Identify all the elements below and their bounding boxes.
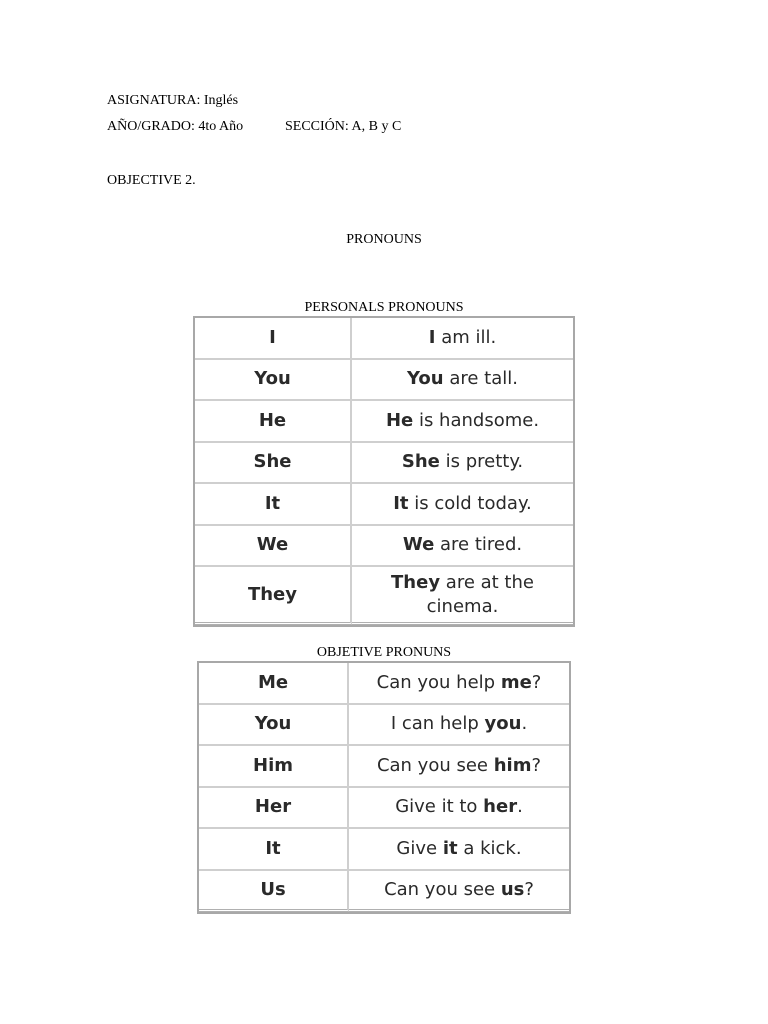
- example-pre: Can you see: [384, 878, 501, 900]
- pronoun-cell: It: [195, 484, 352, 526]
- example-cell: [349, 705, 569, 747]
- example-bold: She: [401, 451, 440, 473]
- example-post: is handsome.: [413, 409, 540, 431]
- example-cell: [352, 567, 573, 625]
- personal-pronouns-table: [193, 316, 575, 627]
- example-bold: We: [402, 534, 435, 556]
- example-bold: They: [391, 571, 441, 593]
- table-row: [195, 401, 573, 443]
- table-row: [195, 443, 573, 485]
- example-bold: her: [483, 796, 518, 818]
- example-cell: [352, 443, 573, 485]
- pronoun-cell: Us: [199, 871, 349, 913]
- ano-grado-line: AÑO/GRADO: 4to Año: [107, 119, 244, 134]
- example-cell: [352, 484, 573, 526]
- table-row: [199, 829, 569, 871]
- table-row: [195, 526, 573, 568]
- example-post: are at the cinema.: [426, 571, 534, 617]
- pronoun-cell: Me: [199, 663, 349, 705]
- objective-pronouns-table: [197, 661, 571, 914]
- example-cell: [352, 401, 573, 443]
- example-bold: He: [385, 409, 414, 431]
- example-cell: [352, 318, 573, 360]
- pronoun-cell: He: [195, 401, 352, 443]
- example-post: a kick.: [457, 837, 522, 859]
- example-bold: me: [500, 671, 532, 693]
- example-pre: Give it to: [395, 796, 484, 818]
- table-row: [199, 746, 569, 788]
- example-cell: [349, 663, 569, 705]
- table-row: [195, 567, 573, 625]
- table-row: [199, 705, 569, 747]
- pronoun-cell: It: [199, 829, 349, 871]
- example-pre: Can you see: [376, 754, 494, 776]
- example-cell: [349, 788, 569, 830]
- table-row: [195, 360, 573, 402]
- example-pre: Can you help: [376, 671, 501, 693]
- pronoun-cell: I: [195, 318, 352, 360]
- table-row: [199, 788, 569, 830]
- example-cell: [349, 871, 569, 913]
- example-bold: you: [484, 713, 522, 735]
- example-bold: It: [393, 492, 409, 514]
- table-row: [195, 318, 573, 360]
- pronoun-cell: We: [195, 526, 352, 568]
- page-title: PRONOUNS: [346, 232, 422, 247]
- example-post: .: [521, 713, 528, 735]
- table-row: [199, 663, 569, 705]
- example-post: ?: [531, 671, 542, 693]
- example-post: is pretty.: [439, 451, 524, 473]
- table-row: [195, 484, 573, 526]
- example-post: are tired.: [434, 534, 523, 556]
- example-pre: I can help: [390, 713, 485, 735]
- personal-pronouns-heading: PERSONALS PRONOUNS: [304, 300, 464, 315]
- seccion-line: SECCIÓN: A, B y C: [285, 119, 402, 134]
- example-pre: Give: [396, 837, 443, 859]
- example-cell: [349, 746, 569, 788]
- example-post: is cold today.: [408, 492, 532, 514]
- example-post: ?: [524, 878, 534, 900]
- table-row: [199, 871, 569, 913]
- example-bold: I: [428, 326, 436, 348]
- example-bold: us: [500, 878, 525, 900]
- example-bold: it: [442, 837, 458, 859]
- example-cell: [352, 526, 573, 568]
- pronoun-cell: Her: [199, 788, 349, 830]
- pronoun-cell: They: [195, 567, 352, 625]
- example-post: ?: [531, 754, 542, 776]
- objective-pronouns-heading: OBJETIVE PRONUNS: [316, 645, 452, 660]
- example-cell: [349, 829, 569, 871]
- asignatura-line: ASIGNATURA: Inglés: [107, 93, 239, 108]
- pronoun-cell: You: [199, 705, 349, 747]
- example-bold: You: [407, 368, 444, 390]
- pronoun-cell: Him: [199, 746, 349, 788]
- pronoun-cell: She: [195, 443, 352, 485]
- example-bold: him: [493, 754, 532, 776]
- objective-line: OBJECTIVE 2.: [107, 173, 196, 188]
- example-post: are tall.: [443, 368, 518, 390]
- example-post: am ill.: [435, 326, 497, 348]
- example-cell: [352, 360, 573, 402]
- pronoun-cell: You: [195, 360, 352, 402]
- example-post: .: [517, 796, 523, 818]
